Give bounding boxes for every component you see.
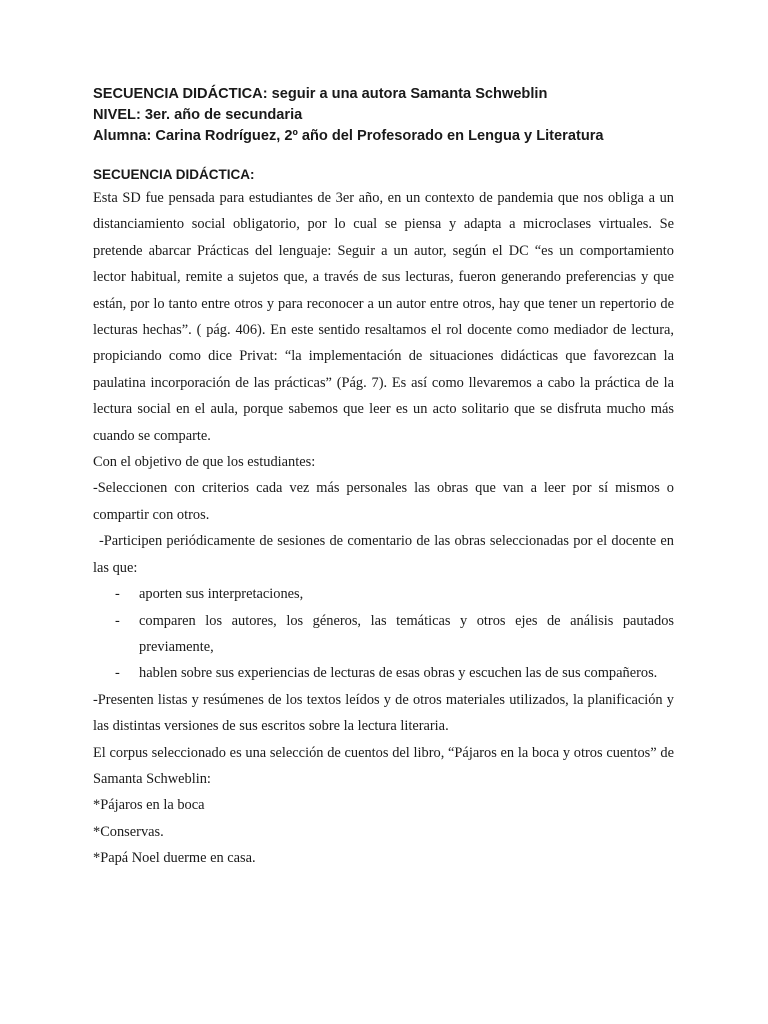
sub-item xyxy=(93,581,674,607)
section-title: SECUENCIA DIDÁCTICA: xyxy=(93,167,255,182)
corpus-item: *Conservas. xyxy=(93,823,164,840)
corpus-item: *Pájaros en la boca xyxy=(93,797,205,814)
sub-item-list xyxy=(93,581,674,687)
student-line: Alumna: Carina Rodríguez, 2º año del Profesorado en Lengua y Literatura xyxy=(93,128,604,144)
objective-3: -Presenten listas y resúmenes de los textos leídos y de otros materiales utilizados, la planificación y las distintas versiones de sus escritos sobre la lectura literaria. xyxy=(93,691,674,735)
level-line: NIVEL: 3er. año de secundaria xyxy=(93,107,303,123)
corpus-item: *Papá Noel duerme en casa. xyxy=(93,850,256,867)
objective-2: -Participen periódicamente de sesiones de comentario de las obras seleccionadas por el docente en las que: xyxy=(93,533,674,576)
sub-item-text: aporten sus interpretaciones, xyxy=(139,586,304,603)
objective-1: -Seleccionen con criterios cada vez más personales las obras que van a leer por sí mismos o compartir con otros. xyxy=(93,480,674,523)
dash-marker: - xyxy=(115,586,120,603)
objective-intro: Con el objetivo de que los estudiantes: xyxy=(93,454,316,471)
intro-paragraph: Esta SD fue pensada para estudiantes de 3er año, en un contexto de pandemia que nos obliga a un distanciamiento social obligatorio, por lo cual se piensa y adapta a microclases virtuales. Se pretende abarcar Prácticas del lenguaje: Seguir a un autor, según el DC “es un comportamiento lector habitual, remite a sujetos que, a través de sus lecturas, fueron generando preferencias y que están, por lo tanto entre otros y para reconocer a un autor entre otros, hay que tener un repertorio de lecturas hechas”. ( pág. 406). En este sentido resaltamos el rol docente como mediador de lectura, propiciando como dice Privat: “la implementación de situaciones didácticas que favorezcan la paulatina incorporación de las prácticas” (Pág. 7). Es así como llevaremos a cabo la práctica de la lectura social en el aula, porque sabemos que leer es un acto solitario que se disfruta mucho más cuando se comparte. xyxy=(93,190,674,444)
dash-marker: - xyxy=(115,612,120,629)
sub-item xyxy=(93,608,674,661)
dash-marker: - xyxy=(115,665,120,682)
sub-item-text: comparen los autores, los géneros, las temáticas y otros ejes de análisis pautados previamente, xyxy=(139,612,674,655)
sub-item xyxy=(93,660,674,686)
corpus-paragraph: El corpus seleccionado es una selección de cuentos del libro, “Pájaros en la boca y otros cuentos” de Samanta Schweblin: xyxy=(93,744,674,787)
sub-item-text: hablen sobre sus experiencias de lecturas de esas obras y escuchen las de sus compañeros. xyxy=(139,665,658,682)
document-title: SECUENCIA DIDÁCTICA: seguir a una autora Samanta Schweblin xyxy=(93,86,548,102)
